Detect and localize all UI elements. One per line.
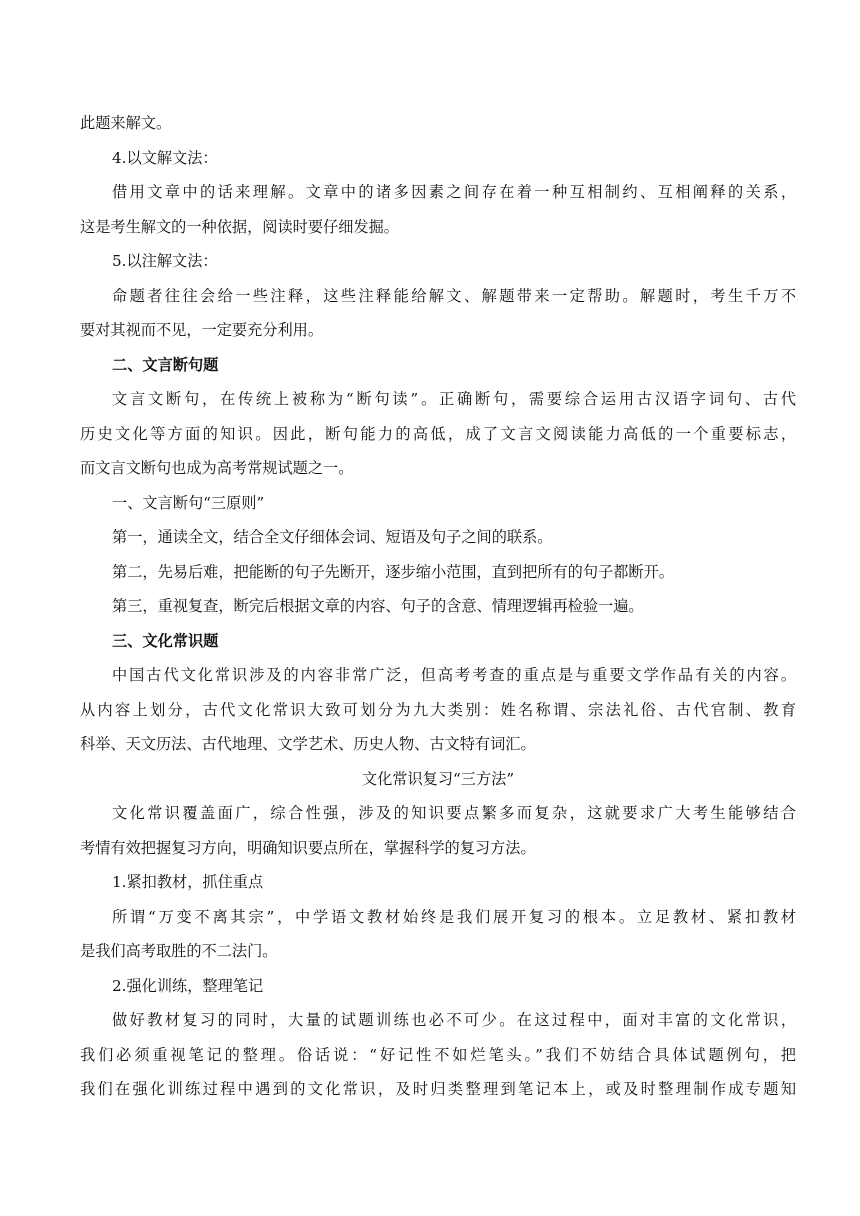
- text-line-continuation: 此题来解文。: [80, 114, 172, 132]
- paragraph-line: 历史文化等方面的知识。因此，断句能力的高低，成了文言文阅读能力高低的一个重要标志，: [80, 424, 796, 443]
- principle-3: 第三，重视复查，断完后根据文章的内容、句子的含意、情理逻辑再检验一遍。: [112, 597, 644, 615]
- document-page: [80, 106, 796, 1107]
- paragraph-line: 从内容上划分，古代文化常识大致可划分为九大类别：姓名称谓、宗法礼俗、古代官制、教育: [80, 700, 796, 719]
- paragraph-line: 中国古代文化常识涉及的内容非常广泛，但高考考查的重点是与重要文学作品有关的内容。: [112, 666, 796, 684]
- centered-subtitle: 文化常识复习“三方法”: [361, 769, 515, 788]
- principle-2: 第二，先易后难，把能断的句子先断开，逐步缩小范围，直到把所有的句子都断开。: [112, 562, 674, 581]
- method-1-heading: 1.紧扣教材，抓住重点: [112, 873, 264, 891]
- paragraph-line: 而文言文断句也成为高考常规试题之一。: [80, 459, 354, 477]
- method-5-heading: 5.以注解文法：: [112, 252, 218, 270]
- paragraph-line: 所谓“万变不离其宗”，中学语文教材始终是我们展开复习的根本。立足教材、紧扣教材: [112, 907, 796, 926]
- paragraph-line: 这是考生解文的一种依据，阅读时要仔细发掘。: [80, 217, 399, 236]
- section-heading-culture: 三、文化常识题: [112, 631, 219, 650]
- paragraph-line: 要对其视而不见，一定要充分利用。: [80, 321, 323, 339]
- paragraph-line: 命题者往往会给一些注释，这些注释能给解文、解题带来一定帮助。解题时，考生千万不: [112, 286, 796, 305]
- paragraph-line: 考情有效把握复习方向，明确知识要点所在，掌握科学的复习方法。: [80, 838, 536, 857]
- paragraph-line: 文言文断句，在传统上被称为“断句读”。正确断句，需要综合运用古汉语字词句、古代: [112, 390, 796, 408]
- paragraph-line: 我们必须重视笔记的整理。俗话说：“好记性不如烂笔头。”我们不妨结合具体试题例句，把: [80, 1045, 796, 1064]
- paragraph-line: 借用文章中的话来理解。文章中的诸多因素之间存在着一种互相制约、互相阐释的关系，: [112, 183, 796, 201]
- paragraph-line: 做好教材复习的同时，大量的试题训练也必不可少。在这过程中，面对丰富的文化常识，: [112, 1011, 796, 1029]
- method-4-heading: 4.以文解文法：: [112, 148, 218, 167]
- principle-1: 第一，通读全文，结合全文仔细体会词、短语及句子之间的联系。: [112, 528, 553, 546]
- paragraph-line: 科举、天文历法、古代地理、文学艺术、历史人物、古文特有词汇。: [80, 735, 536, 753]
- method-2-heading: 2.强化训练，整理笔记: [112, 976, 264, 995]
- subsection-heading-principles: 一、文言断句“三原则”: [112, 493, 265, 512]
- paragraph-line: 我们在强化训练过程中遇到的文化常识，及时归类整理到笔记本上，或及时整理制作成专题知: [80, 1080, 796, 1098]
- paragraph-line: 文化常识覆盖面广，综合性强，涉及的知识要点繁多而复杂，这就要求广大考生能够结合: [112, 804, 796, 822]
- section-heading-punctuation: 二、文言断句题: [112, 355, 219, 374]
- paragraph-line: 是我们高考取胜的不二法门。: [80, 942, 278, 960]
